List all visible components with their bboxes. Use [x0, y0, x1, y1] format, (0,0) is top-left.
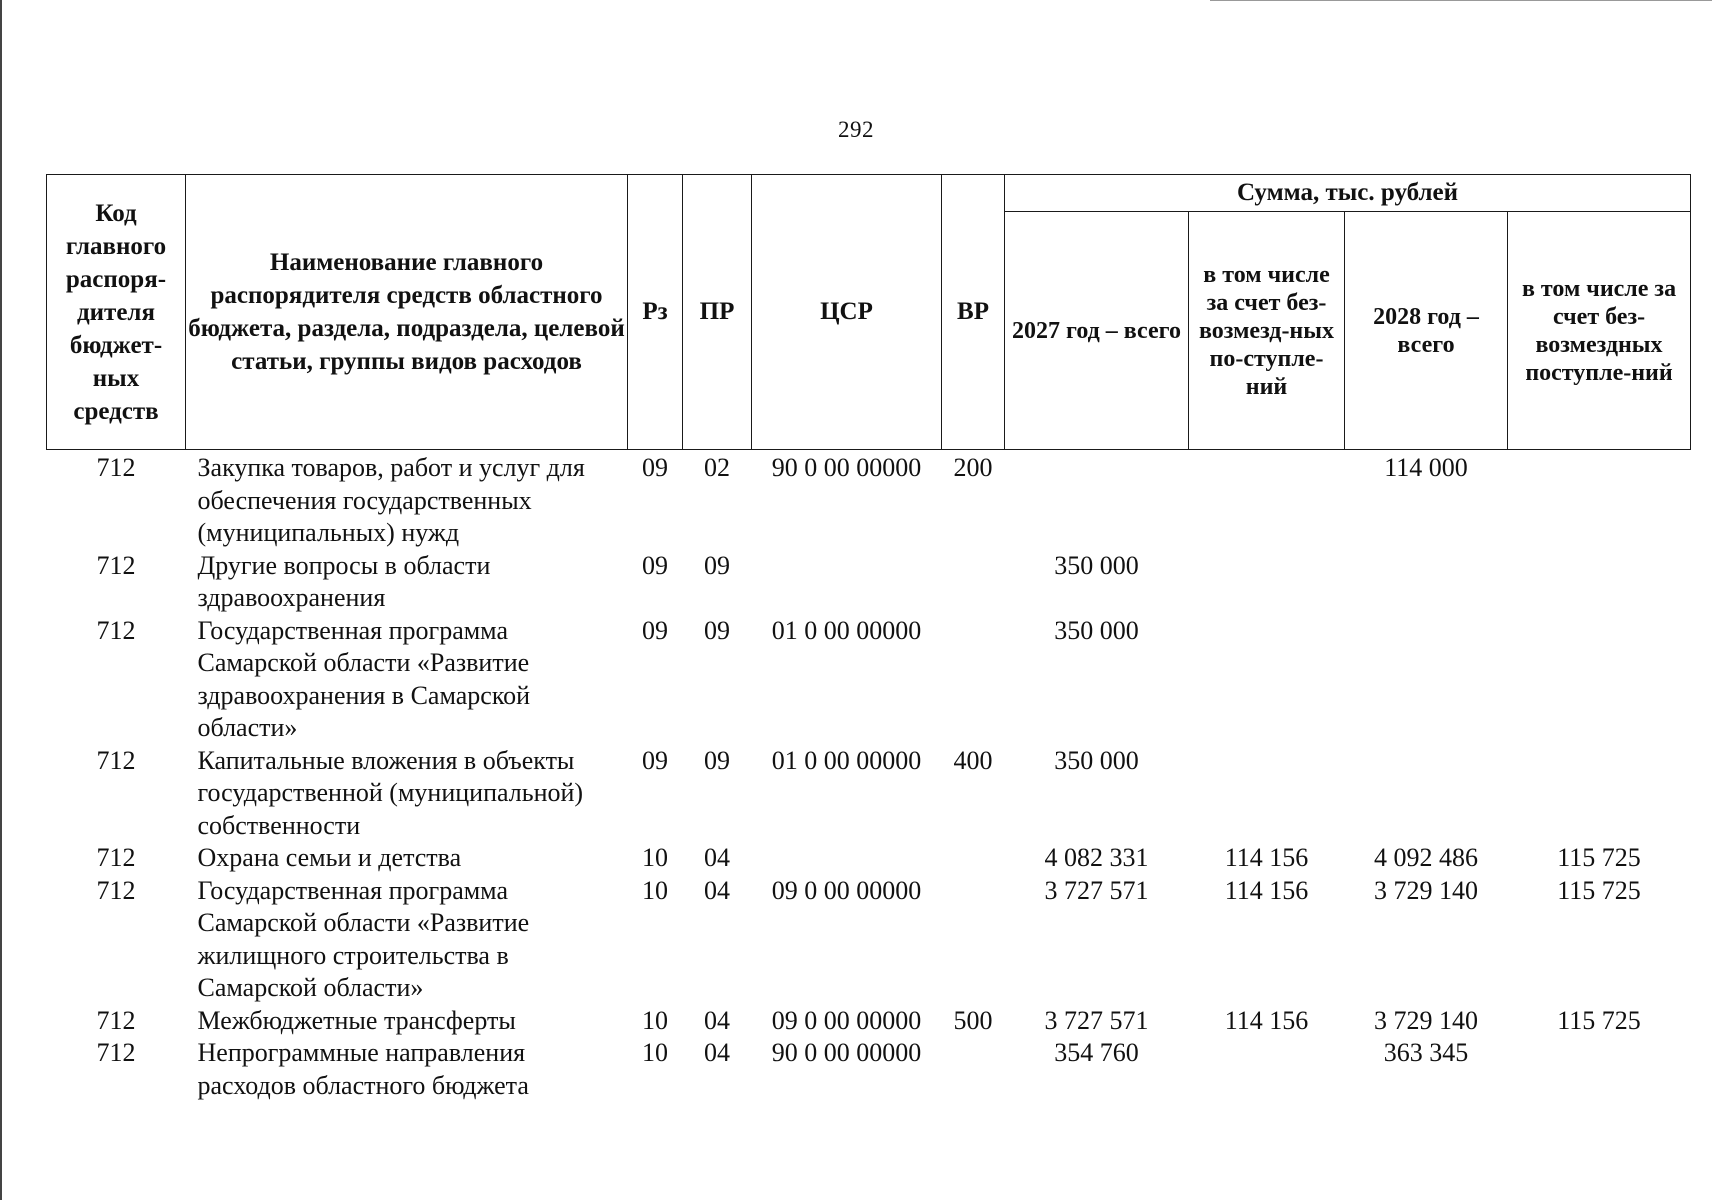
- table-row: [47, 842, 1691, 875]
- cell-2027-total: 350 000: [1054, 615, 1139, 645]
- cell-csr: 01 0 00 00000: [771, 615, 922, 645]
- cell-pr: 02: [704, 453, 730, 482]
- cell-2027-total: [1005, 450, 1189, 550]
- cell-code: 712: [96, 1005, 136, 1035]
- header-csr: ЦСР: [752, 175, 942, 450]
- header-2028-total: 2028 год – всего: [1345, 212, 1508, 450]
- cell-2028-gratuitous: [1508, 450, 1691, 550]
- cell-rz: 10: [642, 1038, 668, 1067]
- cell-2027-gratuitous: [1189, 1037, 1345, 1102]
- cell-csr: [752, 550, 942, 615]
- header-sum: Сумма, тыс. рублей: [1005, 175, 1691, 212]
- table-row: [47, 875, 1691, 1005]
- table-row: [47, 450, 1691, 550]
- cell-pr: 04: [704, 875, 730, 905]
- header-rz: Рз: [628, 175, 683, 450]
- header-2027-gratuitous: в том числе за счет без-возмезд-ных по-ступле-ний: [1189, 212, 1345, 450]
- cell-name: Государственная программа Самарской области «Развитие жилищного строительства в Самарской области»: [197, 875, 530, 1002]
- cell-pr: 04: [704, 1005, 730, 1035]
- cell-vr: 200: [953, 453, 993, 482]
- cell-code: 712: [96, 453, 136, 482]
- header-2028-gratuitous: в том числе за счет без-возмездных поступле-ний: [1508, 212, 1691, 450]
- cell-code: 712: [96, 843, 136, 872]
- cell-vr: [942, 1037, 1005, 1102]
- scan-top-edge: [1210, 0, 1712, 1]
- cell-2027-total: 3 727 571: [1044, 1005, 1149, 1035]
- cell-rz: 10: [642, 875, 668, 905]
- cell-name: Охрана семьи и детства: [197, 843, 462, 872]
- cell-csr: [752, 842, 942, 875]
- cell-pr: 09: [704, 745, 730, 775]
- cell-vr: [942, 615, 1005, 745]
- cell-2028-total: [1345, 745, 1508, 843]
- cell-rz: 09: [642, 453, 668, 482]
- cell-pr: 09: [704, 550, 730, 580]
- cell-rz: 09: [642, 615, 668, 645]
- cell-csr: 09 0 00 00000: [771, 875, 922, 905]
- cell-pr: 04: [704, 843, 730, 872]
- cell-pr: 04: [704, 1038, 730, 1067]
- cell-2028-gratuitous: 115 725: [1557, 843, 1641, 872]
- header-name: Наименование главного распорядителя средств областного бюджета, раздела, подраздела, целевой статьи, группы видов расходов: [186, 175, 628, 450]
- page-number: 292: [838, 117, 874, 142]
- cell-rz: 09: [642, 745, 668, 775]
- cell-2028-total: 3 729 140: [1374, 1005, 1478, 1035]
- header-code: Код главного распоря-дителя бюджет-ных средств: [47, 175, 186, 450]
- cell-pr: 09: [704, 615, 730, 645]
- cell-2027-gratuitous: [1189, 615, 1345, 745]
- cell-2027-total: 4 082 331: [1044, 843, 1149, 872]
- cell-name: Капитальные вложения в объекты государственной (муниципальной) собственности: [197, 745, 584, 840]
- cell-code: 712: [96, 745, 136, 775]
- cell-csr: 09 0 00 00000: [771, 1005, 922, 1035]
- cell-vr: [942, 875, 1005, 1005]
- table-row: [47, 550, 1691, 615]
- cell-2028-total: 114 000: [1384, 453, 1468, 482]
- cell-2028-total: 4 092 486: [1374, 843, 1478, 872]
- cell-2027-gratuitous: [1189, 450, 1345, 550]
- cell-rz: 10: [642, 1005, 668, 1035]
- cell-vr: [942, 550, 1005, 615]
- scan-left-edge: [0, 0, 2, 1200]
- cell-2027-gratuitous: [1189, 745, 1345, 843]
- budget-table: [46, 174, 1691, 1102]
- header-pr: ПР: [683, 175, 752, 450]
- cell-2027-total: 350 000: [1054, 745, 1139, 775]
- cell-rz: 10: [642, 843, 668, 872]
- cell-2027-gratuitous: 114 156: [1224, 875, 1309, 905]
- cell-csr: 90 0 00 00000: [771, 1038, 922, 1067]
- cell-name: Непрограммные направления расходов областного бюджета: [197, 1038, 529, 1100]
- cell-2027-gratuitous: 114 156: [1224, 843, 1309, 872]
- cell-name: Другие вопросы в области здравоохранения: [197, 550, 491, 612]
- cell-2028-gratuitous: 115 725: [1557, 1005, 1641, 1035]
- table-row: [47, 1037, 1691, 1102]
- cell-2028-total: [1345, 550, 1508, 615]
- cell-2027-gratuitous: [1189, 550, 1345, 615]
- cell-2028-total: [1345, 615, 1508, 745]
- cell-code: 712: [96, 1038, 136, 1067]
- cell-name: Закупка товаров, работ и услуг для обеспечения государственных (муниципальных) нужд: [197, 453, 585, 547]
- cell-vr: 500: [953, 1005, 993, 1035]
- cell-vr: [942, 842, 1005, 875]
- cell-name: Межбюджетные трансферты: [197, 1005, 516, 1035]
- cell-2028-gratuitous: [1508, 1037, 1691, 1102]
- cell-csr: 90 0 00 00000: [771, 453, 922, 482]
- cell-code: 712: [96, 875, 136, 905]
- header-2027-total: 2027 год – всего: [1005, 212, 1189, 450]
- table-body: [47, 450, 1691, 1103]
- cell-2028-total: 363 345: [1383, 1038, 1469, 1067]
- cell-name: Государственная программа Самарской области «Развитие здравоохранения в Самарской области»: [197, 615, 531, 742]
- cell-2027-total: 350 000: [1054, 550, 1139, 580]
- cell-2027-total: 3 727 571: [1044, 875, 1149, 905]
- table-row: [47, 1005, 1691, 1038]
- cell-2027-total: 354 760: [1054, 1038, 1139, 1067]
- table-header: [47, 175, 1691, 450]
- cell-2028-gratuitous: [1508, 550, 1691, 615]
- cell-2028-total: 3 729 140: [1374, 875, 1478, 905]
- cell-code: 712: [96, 550, 136, 580]
- cell-vr: 400: [953, 745, 993, 775]
- table-row: [47, 615, 1691, 745]
- cell-csr: 01 0 00 00000: [771, 745, 922, 775]
- cell-2028-gratuitous: [1508, 745, 1691, 843]
- cell-2027-gratuitous: 114 156: [1224, 1005, 1309, 1035]
- cell-rz: 09: [642, 550, 668, 580]
- table-row: [47, 745, 1691, 843]
- header-vr: ВР: [942, 175, 1005, 450]
- cell-2028-gratuitous: 115 725: [1557, 875, 1641, 905]
- cell-code: 712: [96, 615, 136, 645]
- cell-2028-gratuitous: [1508, 615, 1691, 745]
